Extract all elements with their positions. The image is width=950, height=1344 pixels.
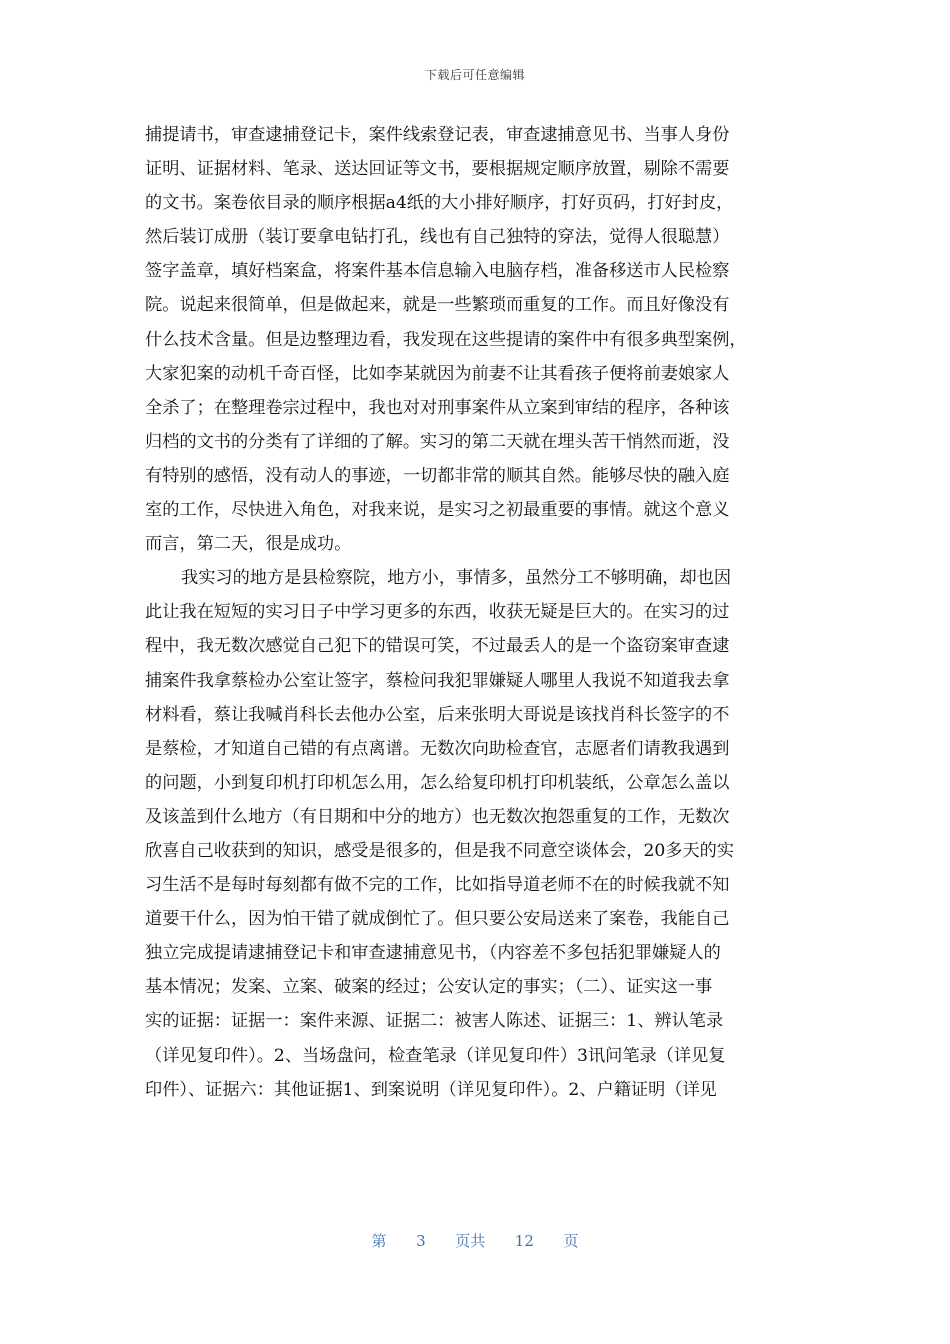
text-line: 的文书。案卷依目录的顺序根据a4纸的大小排好顺序，打好页码，打好封皮， bbox=[145, 193, 734, 214]
text-line: 欣喜自己收获到的知识，感受是很多的，但是我不同意空谈体会，20多天的实 bbox=[145, 840, 735, 861]
total-pages-number: 12 bbox=[514, 1232, 534, 1250]
footer-suffix: 页 bbox=[563, 1232, 579, 1250]
body-text bbox=[145, 118, 805, 1107]
text-line: 而言，第二天，很是成功。 bbox=[145, 534, 352, 555]
text-line: 什么技术含量。但是边整理边看，我发现在这些提请的案件中有很多典型案例， bbox=[145, 329, 747, 350]
text-line: 实的证据：证据一：案件来源、证据二：被害人陈述、证据三：1、辨认笔录 bbox=[145, 1011, 724, 1032]
text-line: 及该盖到什么地方（有日期和中分的地方）也无数次抱怨重复的工作，无数次 bbox=[145, 806, 730, 827]
text-line: 然后装订成册（装订要拿电钻打孔，线也有自己独特的穿法，觉得人很聪慧） bbox=[145, 227, 730, 248]
current-page-number: 3 bbox=[416, 1232, 426, 1250]
text-line: 签字盖章，填好档案盒，将案件基本信息输入电脑存档，准备移送市人民检察 bbox=[145, 261, 730, 282]
text-line: 全杀了；在整理卷宗过程中，我也对对刑事案件从立案到审结的程序，各种该 bbox=[145, 397, 730, 418]
text-line: 室的工作，尽快进入角色，对我来说，是实习之初最重要的事情。就这个意义 bbox=[145, 500, 730, 521]
text-line: 程中，我无数次感觉自己犯下的错误可笑，不过最丢人的是一个盗窃案审查逮 bbox=[145, 636, 730, 657]
text-line: 归档的文书的分类有了详细的了解。实习的第二天就在埋头苦干悄然而逝，没 bbox=[145, 431, 730, 452]
text-line: 大家犯案的动机千奇百怪，比如李某就因为前妻不让其看孩子便将前妻娘家人 bbox=[145, 363, 730, 384]
page-header: 下载后可任意编辑 bbox=[424, 68, 525, 82]
text-line: （详见复印件）。2、当场盘问，检查笔录（详见复印件）3讯问笔录（详见复 bbox=[145, 1045, 726, 1066]
text-line: 基本情况；发案、立案、破案的经过；公安认定的事实；（二）、证实这一事 bbox=[145, 977, 713, 998]
text-line: 此让我在短短的实习日子中学习更多的东西，收获无疑是巨大的。在实习的过 bbox=[145, 602, 730, 623]
text-line: 印件）、证据六：其他证据1、到案说明（详见复印件）。2、户籍证明（详见 bbox=[145, 1079, 717, 1100]
footer-middle: 页共 bbox=[455, 1232, 486, 1250]
text-line: 习生活不是每时每刻都有做不完的工作，比如指导道老师不在的时候我就不知 bbox=[145, 875, 730, 896]
text-line: 院。说起来很简单，但是做起来，就是一些繁琐而重复的工作。而且好像没有 bbox=[145, 295, 730, 316]
text-line: 有特别的感悟，没有动人的事迹，一切都非常的顺其自然。能够尽快的融入庭 bbox=[145, 465, 730, 486]
text-line: 捕案件我拿蔡检办公室让签字，蔡检问我犯罪嫌疑人哪里人我说不知道我去拿 bbox=[145, 670, 730, 691]
text-line: 独立完成提请逮捕登记卡和审查逮捕意见书，（内容差不多包括犯罪嫌疑人的 bbox=[145, 943, 721, 964]
text-line: 证明、证据材料、笔录、送达回证等文书，要根据规定顺序放置，剔除不需要 bbox=[145, 159, 730, 180]
text-line: 材料看，蔡让我喊肖科长去他办公室，后来张明大哥说是该找肖科长签字的不 bbox=[145, 704, 730, 725]
text-line: 的问题，小到复印机打印机怎么用，怎么给复印机打印机装纸，公章怎么盖以 bbox=[145, 772, 730, 793]
text-line: 道要干什么，因为怕干错了就成倒忙了。但只要公安局送来了案卷，我能自己 bbox=[145, 909, 730, 930]
text-line: 捕提请书，审查逮捕登记卡，案件线索登记表，审查逮捕意见书、当事人身份 bbox=[145, 125, 730, 145]
paragraph-first-line: 我实习的地方是县检察院，地方小，事情多，虽然分工不够明确，却也因 bbox=[181, 568, 732, 589]
page-footer bbox=[0, 1230, 950, 1251]
text-line: 是蔡检，才知道自己错的有点离谱。无数次向助检查官，志愿者们请教我遇到 bbox=[145, 738, 730, 759]
footer-prefix: 第 bbox=[371, 1232, 387, 1250]
